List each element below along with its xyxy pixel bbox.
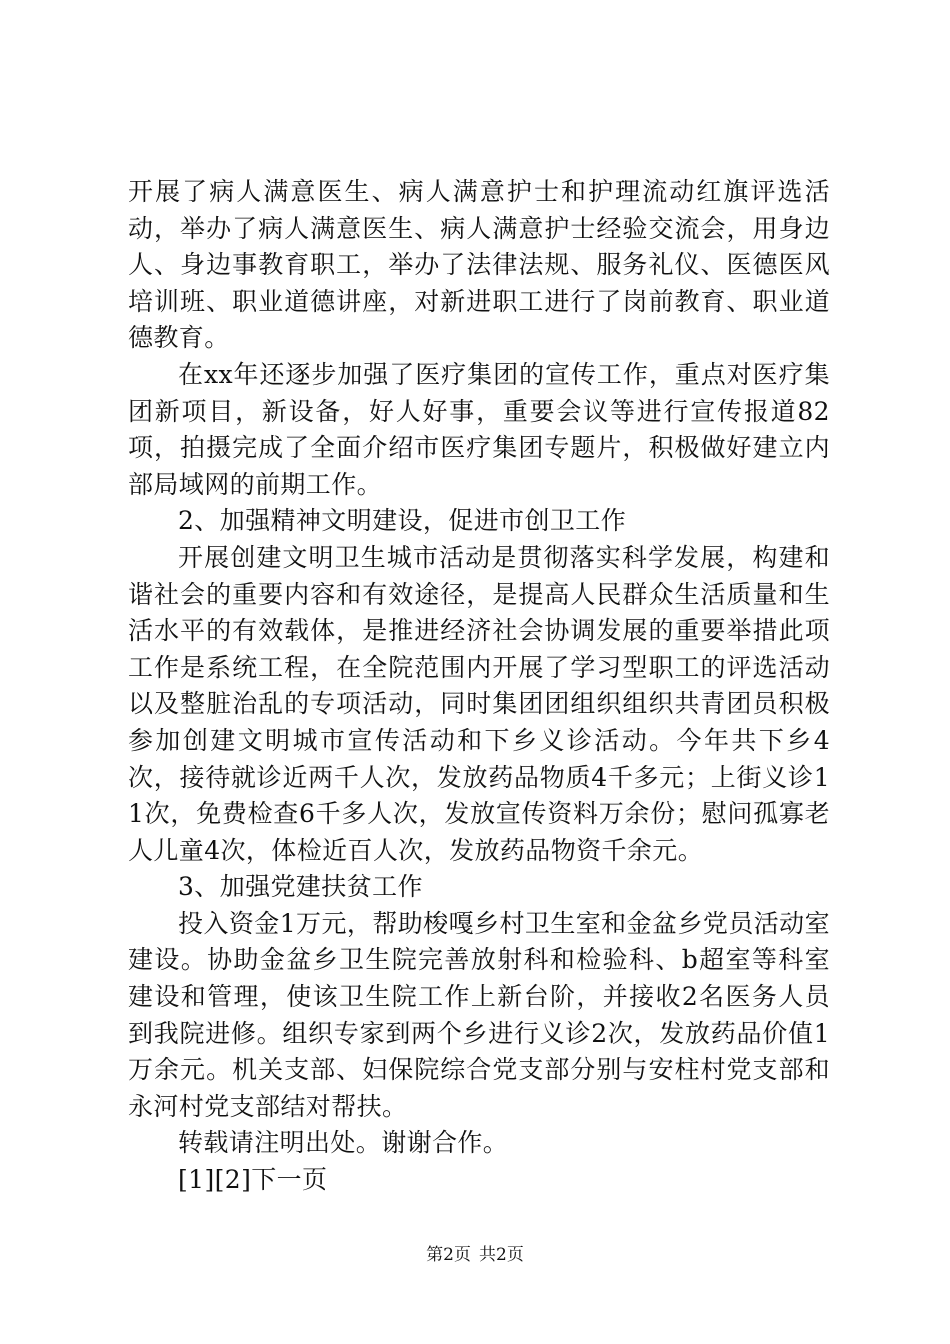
reprint-notice: 转载请注明出处。谢谢合作。 [178,1128,509,1158]
page-footer [0,1244,950,1266]
paragraph-poverty-alleviation: 投入资金1万元，帮助梭嘎乡村卫生室和金盆乡党员活动室建设。协助金盆乡卫生院完善放射科和检验科、b超室等科室建设和管理，使该卫生院工作上新台阶，并接收2名医务人员到我院进修。组织专家到两个乡进行义诊2次，发放药品价值1万余元。机关支部、妇保院综合党支部分别与安柱村党支部和永河村党支部结对帮扶。 [128,908,830,1121]
pagination-links[interactable]: [1][2]下一页 [178,1165,328,1195]
page-number: 第2页 [426,1245,471,1265]
document-body [128,174,830,1199]
paragraph-continuation: 开展了病人满意医生、病人满意护士和护理流动红旗评选活动，举办了病人满意医生、病人满意护士经验交流会，用身边人、身边事教育职工，举办了法律法规、服务礼仪、医德医风培训班、职业道德讲座，对新进职工进行了岗前教育、职业道德教育。 [128,177,830,353]
paragraph-civilization: 开展创建文明卫生城市活动是贯彻落实科学发展，构建和谐社会的重要内容和有效途径，是提高人民群众生活质量和生活水平的有效载体，是推进经济社会协调发展的重要举措此项工作是系统工程，在全院范围内开展了学习型职工的评选活动以及整脏治乱的专项活动，同时集团团组织组织共青团员积极参加创建文明城市宣传活动和下乡义诊活动。今年共下乡4次，接待就诊近两千人次，发放药品物质4千多元；上街义诊11次，免费检查6千多人次，发放宣传资料万余份；慰问孤寡老人儿童4次，体检近百人次，发放药品物资千余元。 [128,542,830,865]
paragraph-publicity: 在xx年还逐步加强了医疗集团的宣传工作，重点对医疗集团新项目，新设备，好人好事，重要会议等进行宣传报道82项，拍摄完成了全面介绍市医疗集团专题片，积极做好建立内部局域网的前期工作。 [128,359,830,499]
section-heading-2: 2、加强精神文明建设，促进市创卫工作 [178,506,627,536]
page-total: 共2页 [479,1245,524,1265]
section-heading-3: 3、加强党建扶贫工作 [178,872,423,902]
